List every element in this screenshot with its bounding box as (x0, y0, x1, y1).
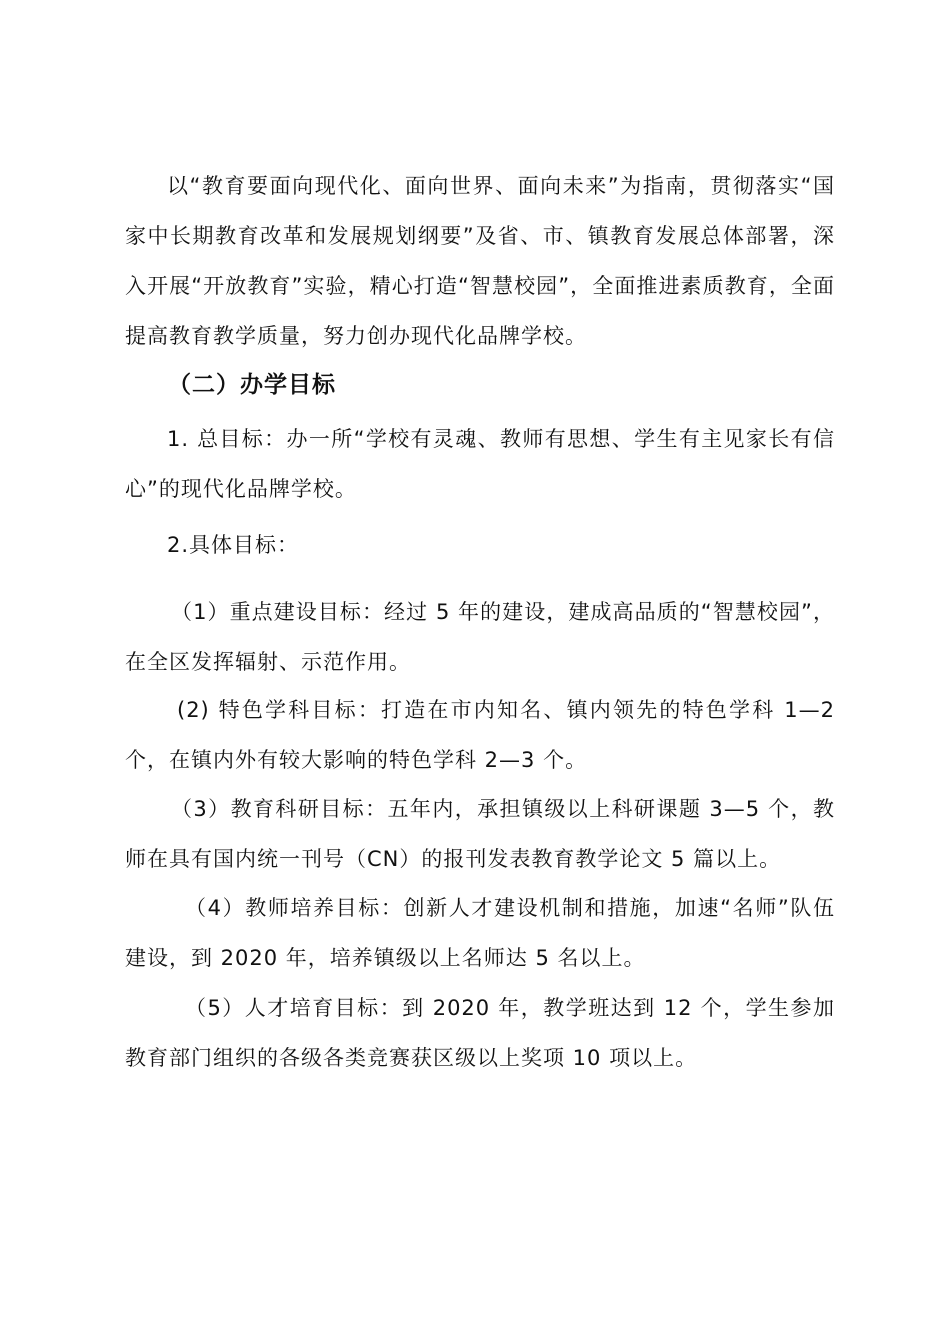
goal-item-5: （5）人才培育目标：到 2020 年，教学班达到 12 个，学生参加教育部门组织的各级各类竞赛获区级以上奖项 10 项以上。 (125, 996, 835, 1070)
specific-goals-label: 2.具体目标： (167, 533, 300, 557)
goal-item-2: (2) 特色学科目标：打造在市内知名、镇内领先的特色学科 1—2 个，在镇内外有较大影响的特色学科 2—3 个。 (125, 698, 835, 772)
goal-item-3: （3）教育科研目标：五年内，承担镇级以上科研课题 3—5 个，教师在具有国内统一刊号（CN）的报刊发表教育教学论文 5 篇以上。 (125, 797, 835, 871)
overall-goal-paragraph: 1. 总目标：办一所“学校有灵魂、教师有思想、学生有主见家长有信心”的现代化品牌学校。 (125, 427, 835, 501)
goal-item-1: （1）重点建设目标：经过 5 年的建设，建成高品质的“智慧校园”，在全区发挥辐射、示范作用。 (125, 600, 835, 674)
section-heading: （二）办学目标 (168, 372, 336, 398)
goal-item-4: （4）教师培养目标：创新人才建设机制和措施，加速“名师”队伍建设，到 2020 年，培养镇级以上名师达 5 名以上。 (125, 896, 835, 970)
intro-paragraph: 以“教育要面向现代化、面向世界、面向未来”为指南，贯彻落实“国家中长期教育改革和发展规划纲要”及省、市、镇教育发展总体部署，深入开展“开放教育”实验，精心打造“智慧校园”，全面推进素质教育，全面提高教育教学质量，努力创办现代化品牌学校。 (125, 174, 835, 348)
